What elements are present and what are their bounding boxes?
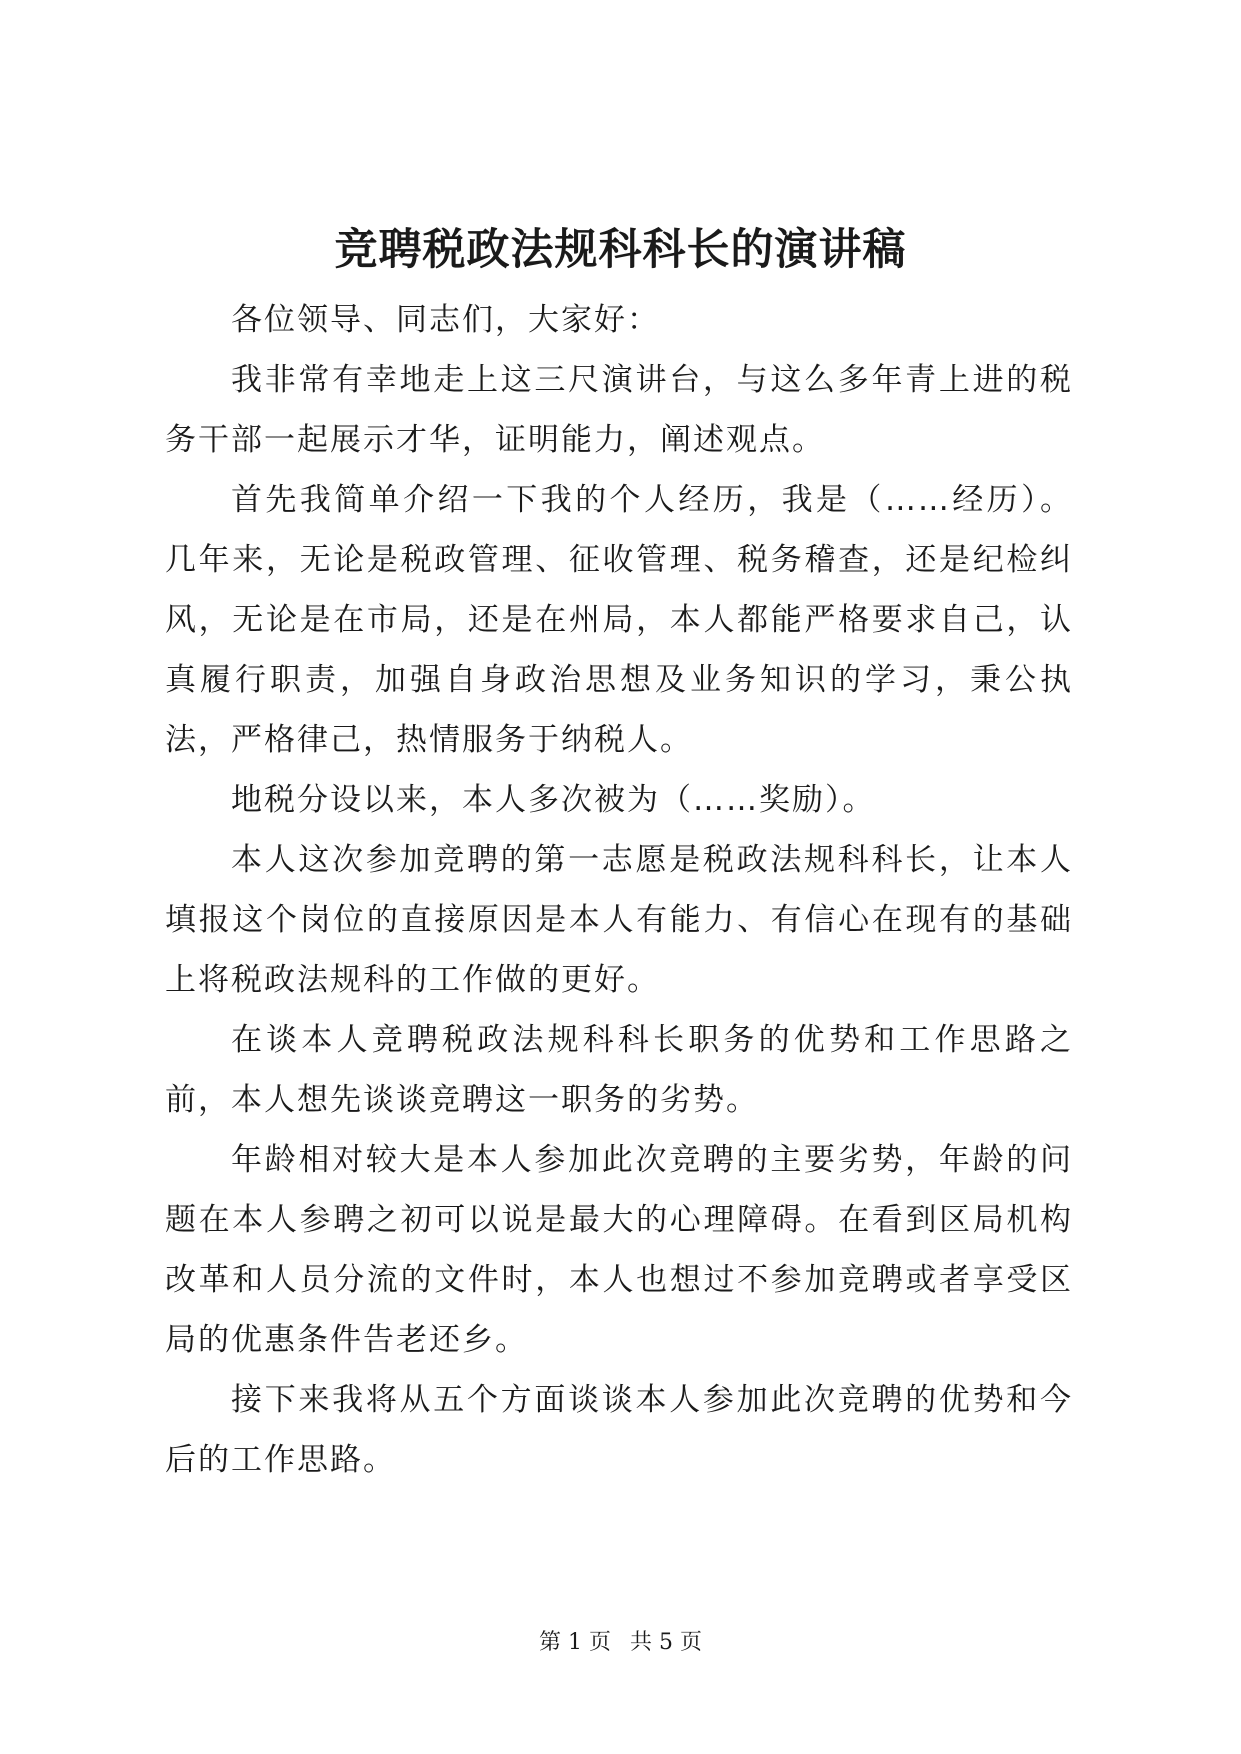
- page-total: 共 5 页: [630, 1630, 702, 1655]
- paragraph-before-advantages: 在谈本人竞聘税政法规科科长职务的优势和工作思路之前，本人想先谈谈竞聘这一职务的劣势。: [165, 1022, 1073, 1118]
- paragraph-awards: 地税分设以来，本人多次被为（……奖励）。: [231, 782, 876, 818]
- page-number: 第 1 页: [539, 1630, 611, 1655]
- document-title: 竞聘税政法规科科长的演讲稿: [334, 225, 907, 275]
- paragraph-experience: 首先我简单介绍一下我的个人经历，我是（……经历）。几年来，无论是税政管理、征收管理、税务稽查，还是纪检纠风，无论是在市局，还是在州局，本人都能严格要求自己，认真履行职责，加强自身政治思想及业务知识的学习，秉公执法，严格律己，热情服务于纳税人。: [165, 482, 1073, 758]
- paragraph-next: 接下来我将从五个方面谈谈本人参加此次竞聘的优势和今后的工作思路。: [165, 1382, 1073, 1478]
- paragraph-disadvantage: 年龄相对较大是本人参加此次竞聘的主要劣势，年龄的问题在本人参聘之初可以说是最大的心理障碍。在看到区局机构改革和人员分流的文件时，本人也想过不参加竞聘或者享受区局的优惠条件告老还乡。: [165, 1142, 1073, 1358]
- paragraph-first-choice: 本人这次参加竞聘的第一志愿是税政法规科科长，让本人填报这个岗位的直接原因是本人有能力、有信心在现有的基础上将税政法规科的工作做的更好。: [165, 842, 1073, 998]
- page-footer: [0, 1628, 1241, 1658]
- document-body: [165, 290, 1073, 1490]
- paragraph-intro: 我非常有幸地走上这三尺演讲台，与这么多年青上进的税务干部一起展示才华，证明能力，阐述观点。: [165, 362, 1073, 458]
- paragraph-greeting: 各位领导、同志们，大家好：: [231, 302, 660, 338]
